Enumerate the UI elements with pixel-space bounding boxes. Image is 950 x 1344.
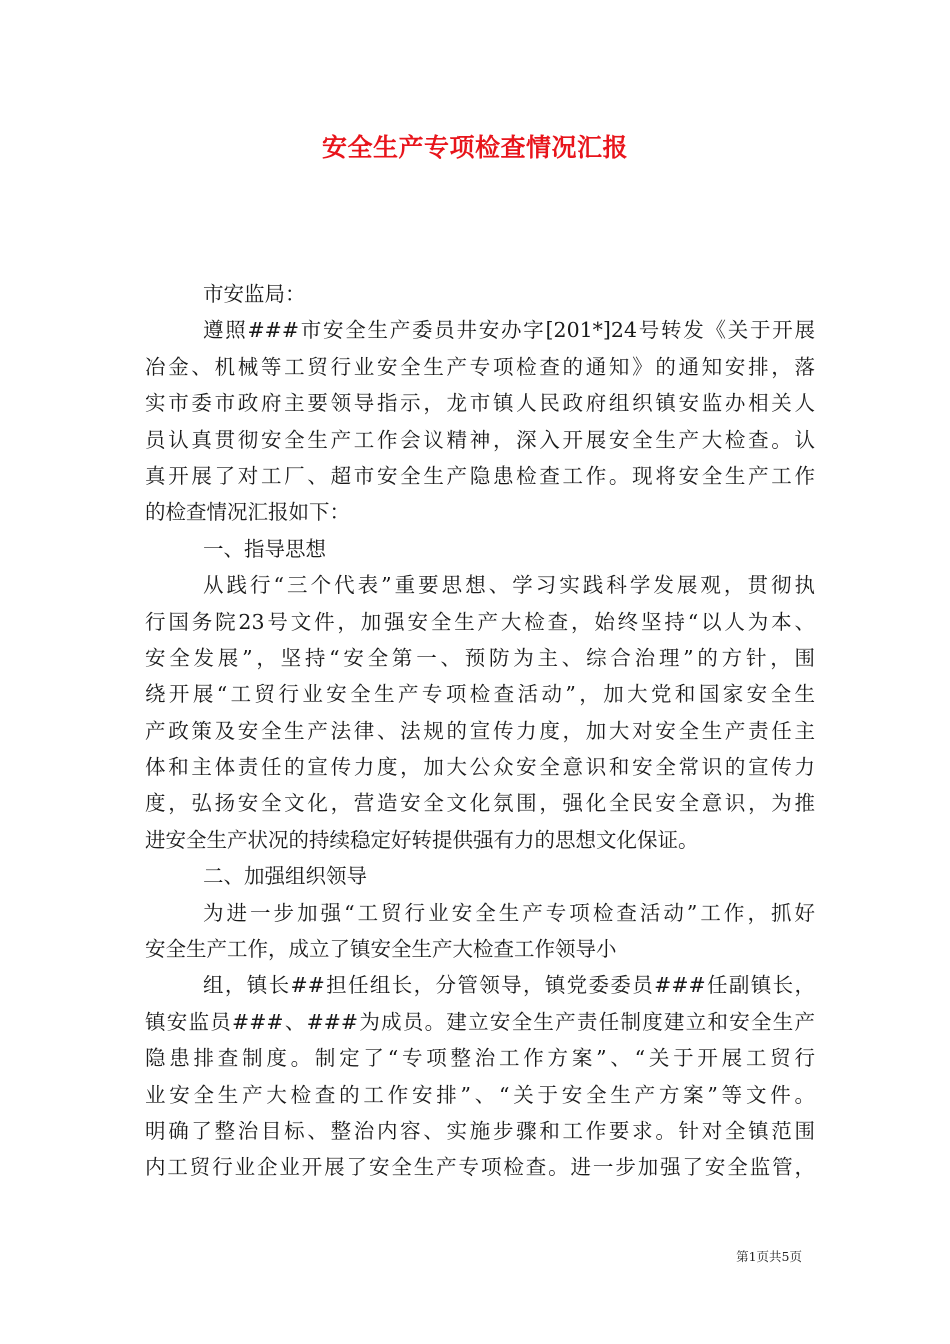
paragraph-line: 安全生产工作，成立了镇安全生产大检查工作领导小 [145, 937, 617, 962]
paragraph-line: 度，弘扬安全文化，营造安全文化氛围，强化全民安全意识，为推 [145, 791, 815, 816]
paragraph-line: 的检查情况汇报如下： [145, 500, 350, 525]
paragraph-line: 行国务院23号文件，加强安全生产大检查，始终坚持“以人为本、 [145, 609, 815, 634]
document-title: 安全生产专项检查情况汇报 [321, 133, 628, 162]
paragraph-line: 体和主体责任的宣传力度，加大公众安全意识和安全常识的宣传力 [145, 755, 815, 780]
document-body [145, 276, 815, 1186]
paragraph-line: 从践行“三个代表”重要思想、学习实践科学发展观，贯彻执 [203, 573, 815, 598]
paragraph-line: 明确了整治目标、整治内容、实施步骤和工作要求。针对全镇范围 [145, 1118, 815, 1143]
paragraph-line: 真开展了对工厂、超市安全生产隐患检查工作。现将安全生产工作 [145, 463, 815, 488]
paragraph-line: 绕开展“工贸行业安全生产专项检查活动”，加大党和国家安全生 [145, 682, 815, 707]
paragraph-line: 为进一步加强“工贸行业安全生产专项检查活动”工作，抓好 [203, 900, 815, 925]
paragraph-line: 安全发展”，坚持“安全第一、预防为主、综合治理”的方针，围 [145, 645, 815, 670]
paragraph-line: 业安全生产大检查的工作安排”、“关于安全生产方案”等文件。 [145, 1082, 815, 1107]
paragraph-line: 内工贸行业企业开展了安全生产专项检查。进一步加强了安全监管， [145, 1155, 815, 1180]
salutation: 市安监局： [203, 282, 306, 306]
paragraph-line: 员认真贯彻安全生产工作会议精神，深入开展安全生产大检查。认 [145, 427, 815, 452]
paragraph-line: 遵照###市安全生产委员井安办字[201*]24号转发《关于开展 [203, 318, 815, 343]
section-heading: 一、指导思想 [203, 536, 326, 561]
paragraph-line: 组，镇长##担任组长，分管领导，镇党委委员###任副镇长， [203, 973, 815, 998]
page-number-footer: 第1页共5页 [736, 1249, 802, 1264]
paragraph-line: 隐患排查制度。制定了“专项整治工作方案”、“关于开展工贸行 [145, 1046, 815, 1071]
paragraph-line: 冶金、机械等工贸行业安全生产专项检查的通知》的通知安排，落 [145, 354, 815, 379]
paragraph-line: 进安全生产状况的持续稳定好转提供强有力的思想文化保证。 [145, 827, 699, 852]
paragraph-line: 产政策及安全生产法律、法规的宣传力度，加大对安全生产责任主 [145, 718, 815, 743]
paragraph-line: 镇安监员###、###为成员。建立安全生产责任制度建立和安全生产 [145, 1009, 815, 1034]
section-heading: 二、加强组织领导 [203, 864, 367, 889]
paragraph-line: 实市委市政府主要领导指示，龙市镇人民政府组织镇安监办相关人 [145, 391, 815, 416]
